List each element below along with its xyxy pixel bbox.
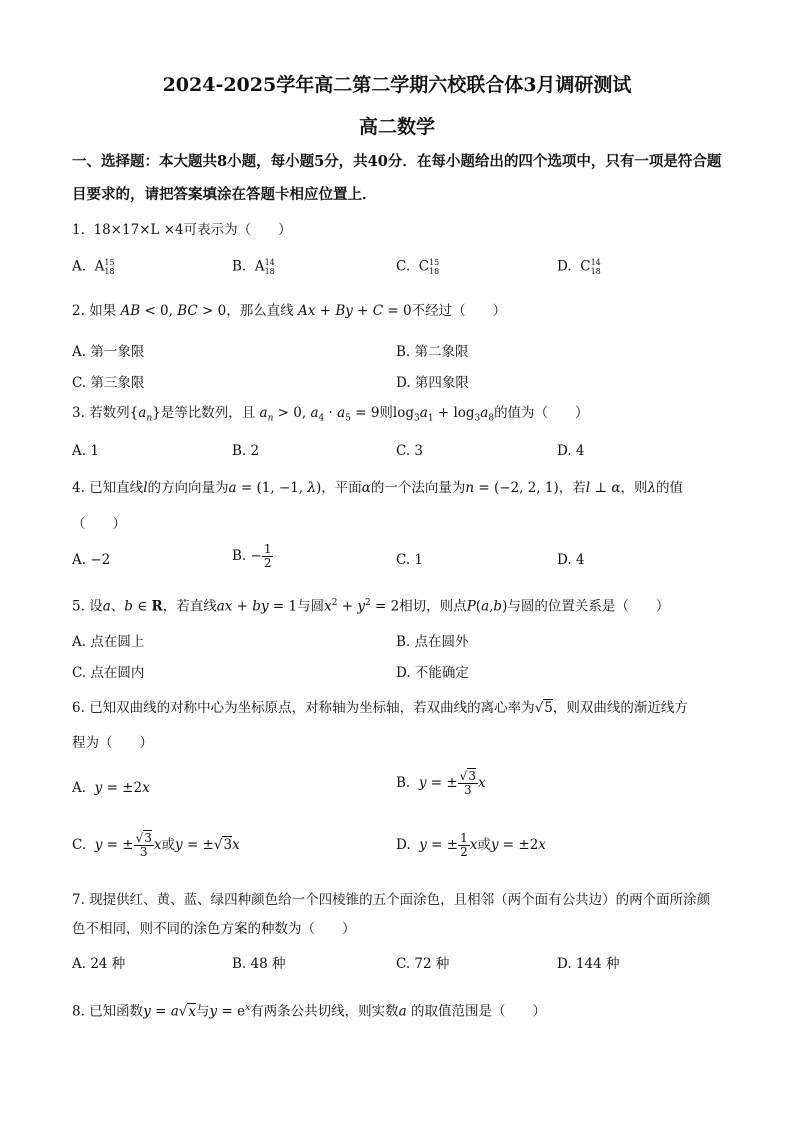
q4-option-a[interactable]: A. −2 — [72, 552, 111, 568]
question-7-line2: 色不相同，则不同的涂色方案的种数为（ ） — [72, 921, 356, 937]
question-6: 6. 已知双曲线的对称中心为坐标原点，对称轴为坐标轴，若双曲线的离心率为√5，则双曲线的渐近线方 — [72, 700, 688, 716]
q6-option-a[interactable]: A. y = ±2x — [72, 780, 150, 796]
question-4: 4. 已知直线l的方向向量为a = (1, −1, λ)，平面α的一个法向量为n = (−2, 2, 1)，若l ⊥ α，则λ的值 — [72, 480, 684, 496]
q3-option-b[interactable]: B. 2 — [232, 443, 260, 459]
question-1: 1. 18×17×L ×4可表示为（ ） — [72, 222, 292, 238]
q5-option-d[interactable]: D. 不能确定 — [396, 665, 469, 681]
question-5: 5. 设a、b ∈ R，若直线ax + by = 1与圆$x^2 + y^2 = 2$相切，则点P(a,b)与圆的位置关系是（ ） — [72, 598, 670, 615]
q2-option-d[interactable]: D. 第四象限 — [396, 375, 469, 391]
q2-option-c[interactable]: C. 第三象限 — [72, 375, 145, 391]
q2-option-b[interactable]: B. 第二象限 — [396, 344, 469, 360]
question-6-line2: 程为（ ） — [72, 735, 153, 751]
q3-option-d[interactable]: D. 4 — [557, 443, 585, 459]
q1-option-a[interactable]: A. A15 18 — [72, 258, 115, 276]
q3-option-a[interactable]: A. 1 — [72, 443, 99, 459]
question-8: 8. 已知函数y = a√x与$y = e^x$有两条公共切线，则实数a 的取值范围是（ ） — [72, 1003, 546, 1020]
q4-option-d[interactable]: D. 4 — [557, 552, 585, 568]
q4-option-b[interactable]: B. − $\frac{1}{2}$ — [232, 542, 272, 570]
question-2: 2. 如果 AB < 0, BC > 0，那么直线 Ax + By + C = 0不经过（ ） — [72, 303, 507, 319]
question-7: 7. 现提供红、黄、蓝、绿四种颜色给一个四棱锥的五个面涂色，且相邻（两个面有公共边）的两个面所涂颜 — [72, 892, 711, 908]
q7-option-c[interactable]: C. 72 种 — [396, 956, 450, 972]
q1-option-c[interactable]: C. C15 18 — [396, 258, 440, 276]
q7-option-d[interactable]: D. 144 种 — [557, 956, 620, 972]
question-4-line2: （ ） — [72, 516, 126, 532]
q3-option-c[interactable]: C. 3 — [396, 443, 424, 459]
q6-option-b[interactable]: B. y = ± $\frac{√3}{3}$ x — [396, 769, 486, 797]
q5-option-b[interactable]: B. 点在圆外 — [396, 634, 469, 650]
q7-option-a[interactable]: A. 24 种 — [72, 956, 126, 972]
exam-subject: 高二数学 — [358, 116, 435, 138]
exam-title: 2024-2025学年高二第二学期六校联合体3月调研测试 — [162, 74, 632, 96]
q7-option-b[interactable]: B. 48 种 — [232, 956, 286, 972]
q1-option-d[interactable]: D. C14 18 — [557, 258, 601, 276]
q2-option-a[interactable]: A. 第一象限 — [72, 344, 145, 360]
q6-option-c[interactable]: C. y = ± $\frac{√3}{3}$ x或y = ±√3x — [72, 831, 240, 859]
q5-option-a[interactable]: A. 点在圆上 — [72, 634, 145, 650]
question-3: 3. 若数列$\{a_n\}$是等比数列，且 $a_n > 0$, $a_4 \cdot a_5 = 9$则$\log_3a_1 + \log_3a_8$的值为（ ） — [72, 405, 589, 424]
q5-option-c[interactable]: C. 点在圆内 — [72, 665, 145, 681]
q4-option-c[interactable]: C. 1 — [396, 552, 424, 568]
section-heading: 一、选择题：本大题共8小题，每小题5分，共40分．在每小题给出的四个选项中，只有一项是符合题目要求的，请把答案填涂在答题卡相应位置上． — [72, 153, 722, 203]
q6-option-d[interactable]: D. y = ± $\frac{1}{2}$ x或y = ±2x — [396, 831, 546, 859]
q1-option-b[interactable]: B. A14 18 — [232, 258, 275, 276]
